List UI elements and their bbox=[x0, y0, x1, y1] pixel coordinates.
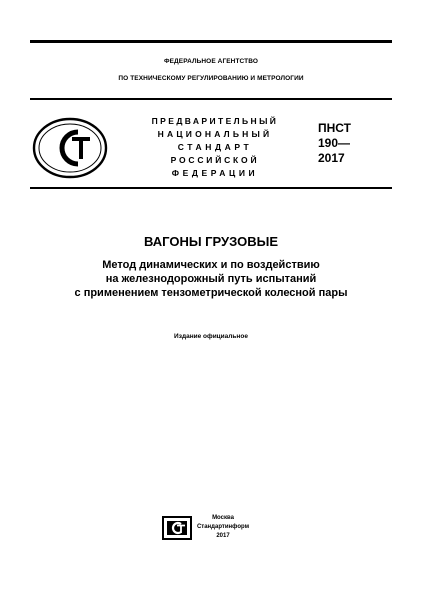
subtitle-line-2: на железнодорожный путь испытаний bbox=[105, 273, 317, 285]
subtitle-line-3: с применением тензометрической колесной пары bbox=[74, 287, 348, 299]
standard-type-line-3: СТАНДАРТ bbox=[177, 142, 253, 152]
standard-code-year: 2017 bbox=[318, 151, 345, 165]
document-title: ВАГОНЫ ГРУЗОВЫЕ bbox=[144, 234, 278, 249]
middle-rule bbox=[30, 98, 392, 100]
standard-code-number: 190— bbox=[318, 136, 351, 150]
standard-type-line-5: ФЕДЕРАЦИИ bbox=[171, 168, 259, 178]
publisher-city: Москва bbox=[212, 515, 234, 521]
standard-type-line-4: РОССИЙСКОЙ bbox=[170, 155, 260, 165]
publisher-name: Стандартинформ bbox=[196, 524, 250, 530]
agency-line-1: ФЕДЕРАЛЬНОЕ АГЕНТСТВО bbox=[163, 58, 259, 65]
bottom-rule bbox=[30, 187, 392, 189]
standard-type-line-2: НАЦИОНАЛЬНЫЙ bbox=[157, 129, 273, 139]
standard-code-prefix: ПНСТ bbox=[318, 121, 351, 135]
edition-label: Издание официальное bbox=[174, 333, 248, 340]
standard-code bbox=[318, 121, 351, 166]
top-rule bbox=[30, 40, 392, 43]
subtitle-line-1: Метод динамических и по воздействию bbox=[102, 259, 320, 271]
document-subtitle bbox=[30, 258, 392, 300]
publisher-block bbox=[196, 514, 250, 541]
standard-type-block bbox=[145, 115, 285, 180]
standartinform-logo-icon bbox=[162, 516, 192, 540]
gost-r-logo-icon bbox=[32, 117, 108, 179]
publisher-year: 2017 bbox=[216, 533, 230, 539]
agency-line-2: ПО ТЕХНИЧЕСКОМУ РЕГУЛИРОВАНИЮ И МЕТРОЛОГИИ bbox=[118, 75, 304, 82]
standard-type-line-1: ПРЕДВАРИТЕЛЬНЫЙ bbox=[151, 116, 279, 126]
